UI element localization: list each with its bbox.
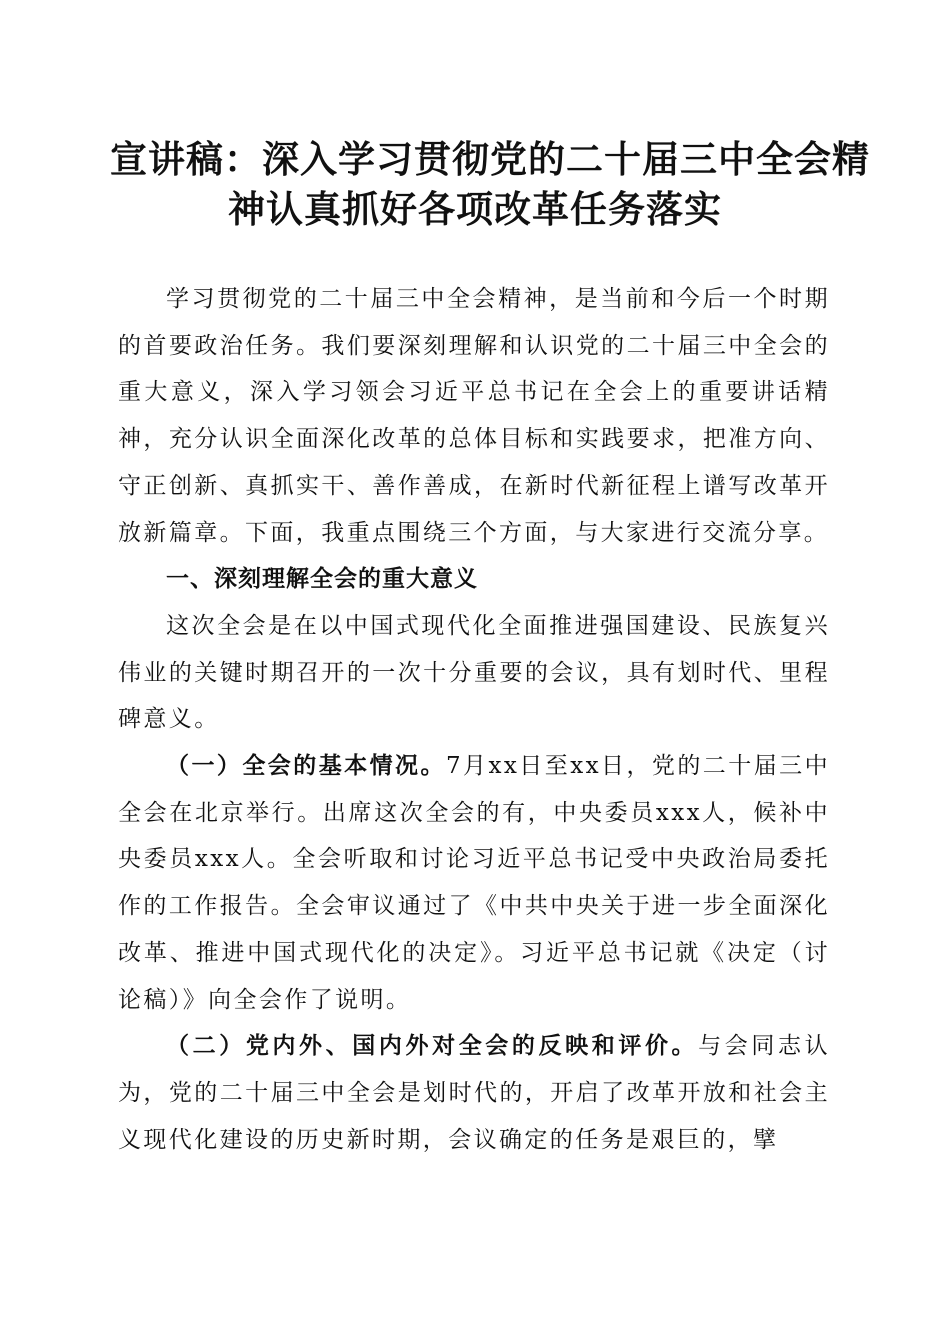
section1-intro-paragraph: 这次全会是在以中国式现代化全面推进强国建设、民族复兴伟业的关键时期召开的一次十分重要的会议，具有划时代、里程碑意义。	[118, 612, 830, 733]
intro-paragraph: 学习贯彻党的二十届三中全会精神，是当前和今后一个时期的首要政治任务。我们要深刻理解和认识党的二十届三中全会的重大意义，深入学习领会习近平总书记在全会上的重要讲话精神，充分认识全面深化改革的总体目标和实践要求，把准方向、守正创新、真抓实干、善作善成，在新时代新征程上谱写改革开放新篇章。下面，我重点围绕三个方面，与大家进行交流分享。	[118, 286, 830, 546]
section-heading-1: 一、深刻理解全会的重大意义	[166, 566, 478, 593]
subsection-1-lead: （一）全会的基本情况。	[166, 752, 446, 780]
document-body	[118, 276, 830, 1163]
subsection-1-text: 7月xx日至xx日，党的二十届三中全会在北京举行。出席这次全会的有，中央委员xxx人，候补中央委员xxx人。全会听取和讨论习近平总书记受中央政治局委托作的工作报告。全会审议通过了《中共中央关于进一步全面深化改革、推进中国式现代化的决定》。习近平总书记就《决定（讨论稿）》向全会作了说明。	[118, 753, 830, 1013]
subsection-2-paragraph	[118, 1023, 830, 1163]
title-line-1: 宣讲稿：深入学习贯彻党的二十届三中全会精	[110, 137, 870, 181]
subsection-2-lead: （二）党内外、国内外对全会的反映和评价。	[166, 1032, 699, 1060]
document-title	[110, 134, 870, 234]
subsection-2-text: 与会同志认为，党的二十届三中全会是划时代的，开启了改革开放和社会主义现代化建设的历史新时期，会议确定的任务是艰巨的，擘	[118, 1033, 831, 1153]
title-line-2: 神认真抓好各项改革任务落实	[228, 187, 722, 231]
subsection-1-paragraph	[118, 743, 830, 1023]
